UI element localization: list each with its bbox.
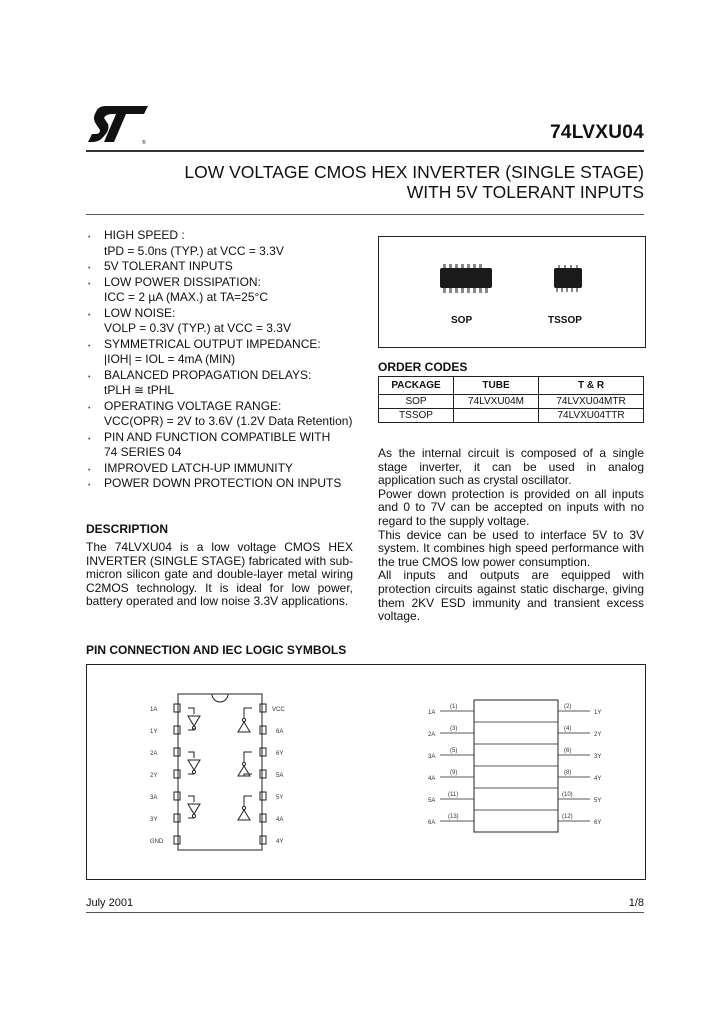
pin-label-left: 3Y [150, 817, 158, 823]
table-row [379, 395, 644, 409]
table-cell [454, 409, 539, 423]
feature-item: • HIGH SPEED : tPD = 5.0ns (TYP.) at VCC = 3.3V [86, 228, 361, 259]
table-cell: SOP [379, 395, 454, 409]
iec-output-label: 3Y [594, 754, 602, 760]
iec-input-pin: (13) [448, 814, 459, 820]
pin-label-left: GND [150, 839, 164, 845]
iec-input-label: 5A [428, 798, 436, 804]
package-figure [378, 236, 646, 348]
feature-item: • LOW NOISE: VOLP = 0.3V (TYP.) at VCC = 3.3V [86, 306, 361, 337]
feature-item: • SYMMETRICAL OUTPUT IMPEDANCE: |IOH| = IOL = 4mA (MIN) [86, 337, 361, 368]
iec-output-label: 4Y [594, 776, 602, 782]
pin-label-left: 2A [150, 751, 158, 757]
paragraph: All inputs and outputs are equipped with protection circuits against static discharge, giving them 2KV ESD immunity and transient excess voltage. [378, 568, 644, 624]
iec-output-pin: (10) [562, 792, 573, 798]
pin-label-right: 6Y [276, 751, 284, 757]
title-rule [86, 214, 644, 215]
iec-output-label: 1Y [594, 710, 602, 716]
description-body: The 74LVXU04 is a low voltage CMOS HEX INVERTER (SINGLE STAGE) fabricated with sub-micron silicon gate and double-layer metal wiring C2MOS technology. It is ideal for low power, battery operated and low noise 3.3V applications. [86, 540, 353, 609]
pin-label-right: 5Y [276, 795, 284, 801]
pin-label-left: 3A [150, 795, 158, 801]
iec-output-label: 6Y [594, 820, 602, 826]
iec-input-label: 2A [428, 732, 436, 738]
feature-item: • OPERATING VOLTAGE RANGE: VCC(OPR) = 2V to 3.6V (1.2V Data Retention) [86, 399, 361, 430]
table-cell: 74LVXU04M [454, 395, 539, 409]
footer-page-number: 1/8 [628, 897, 644, 909]
table-cell: 74LVXU04TTR [539, 409, 644, 423]
iec-input-label: 6A [428, 820, 436, 826]
title-line-1: LOW VOLTAGE CMOS HEX INVERTER (SINGLE STAGE) [184, 162, 644, 182]
order-codes-heading: ORDER CODES [378, 360, 468, 374]
iec-input-pin: (11) [448, 792, 459, 798]
st-logo [86, 102, 152, 146]
pin-label-right: 4A [276, 817, 284, 823]
iec-input-label: 3A [428, 754, 436, 760]
title-line-2: WITH 5V TOLERANT INPUTS [406, 182, 644, 202]
iec-output-label: 5Y [594, 798, 602, 804]
iec-output-pin: (12) [562, 814, 573, 820]
paragraph: This device can be used to interface 5V to 3V system. It combines high speed performance with the true CMOS low power consumption. [378, 527, 644, 569]
iec-input-label: 1A [428, 710, 436, 716]
column-header: PACKAGE [379, 377, 454, 395]
feature-item: • PIN AND FUNCTION COMPATIBLE WITH 74 SERIES 04 [86, 430, 361, 461]
paragraph: As the internal circuit is composed of a single stage inverter, it can be used in analog application such as crystal oscillator. [378, 446, 644, 488]
iec-output-pin: (6) [564, 748, 572, 754]
table-cell: 74LVXU04MTR [539, 395, 644, 409]
column-header: T & R [539, 377, 644, 395]
table-cell: TSSOP [379, 409, 454, 423]
features-list [86, 228, 361, 492]
table-row [379, 409, 644, 423]
pin-connection-diagram [140, 688, 300, 864]
part-number: 74LVXU04 [550, 122, 644, 143]
iec-input-pin: (9) [450, 770, 458, 776]
column-header: TUBE [454, 377, 539, 395]
tssop-label: TSSOP [548, 315, 582, 326]
iec-logic-symbol [420, 694, 610, 854]
order-codes-table [378, 376, 644, 423]
iec-output-pin: (4) [564, 726, 572, 732]
table-header-row [379, 377, 644, 395]
feature-item: • BALANCED PROPAGATION DELAYS: tPLH ≅ tPHL [86, 368, 361, 399]
pin-label-left: 1Y [150, 729, 158, 735]
pin-label-left: 2Y [150, 773, 158, 779]
pin-label-left: 1A [150, 707, 158, 713]
footer-date: July 2001 [86, 897, 134, 909]
iec-input-pin: (5) [450, 748, 458, 754]
description-heading: DESCRIPTION [86, 522, 169, 536]
iec-output-pin: (8) [564, 770, 572, 776]
sop-chip-icon [430, 262, 502, 298]
iec-output-label: 2Y [594, 732, 602, 738]
application-notes [378, 447, 644, 624]
sop-label: SOP [451, 315, 473, 326]
footer-rule [86, 912, 644, 913]
feature-item: • 5V TOLERANT INPUTS [86, 259, 361, 275]
page-title [184, 162, 644, 202]
iec-input-pin: (3) [450, 726, 458, 732]
feature-item: • IMPROVED LATCH-UP IMMUNITY [86, 461, 361, 477]
iec-output-pin: (2) [564, 704, 572, 710]
feature-item: • POWER DOWN PROTECTION ON INPUTS [86, 476, 361, 492]
svg-text:®: ® [142, 140, 146, 146]
pin-label-right: 6A [276, 729, 284, 735]
paragraph: Power down protection is provided on all inputs and 0 to 7V can be accepted on inputs with no regard to the supply voltage. [378, 486, 644, 528]
iec-input-label: 4A [428, 776, 436, 782]
iec-input-pin: (1) [450, 704, 458, 710]
pin-label-right: VCC [272, 707, 285, 713]
tssop-chip-icon [548, 262, 588, 296]
pin-label-right: 4Y [276, 839, 284, 845]
pin-label-right: 5A [276, 773, 284, 779]
feature-item: • LOW POWER DISSIPATION: ICC = 2 µA (MAX.) at TA=25°C [86, 275, 361, 306]
header-rule [86, 150, 644, 152]
pin-section-heading: PIN CONNECTION AND IEC LOGIC SYMBOLS [86, 643, 347, 657]
